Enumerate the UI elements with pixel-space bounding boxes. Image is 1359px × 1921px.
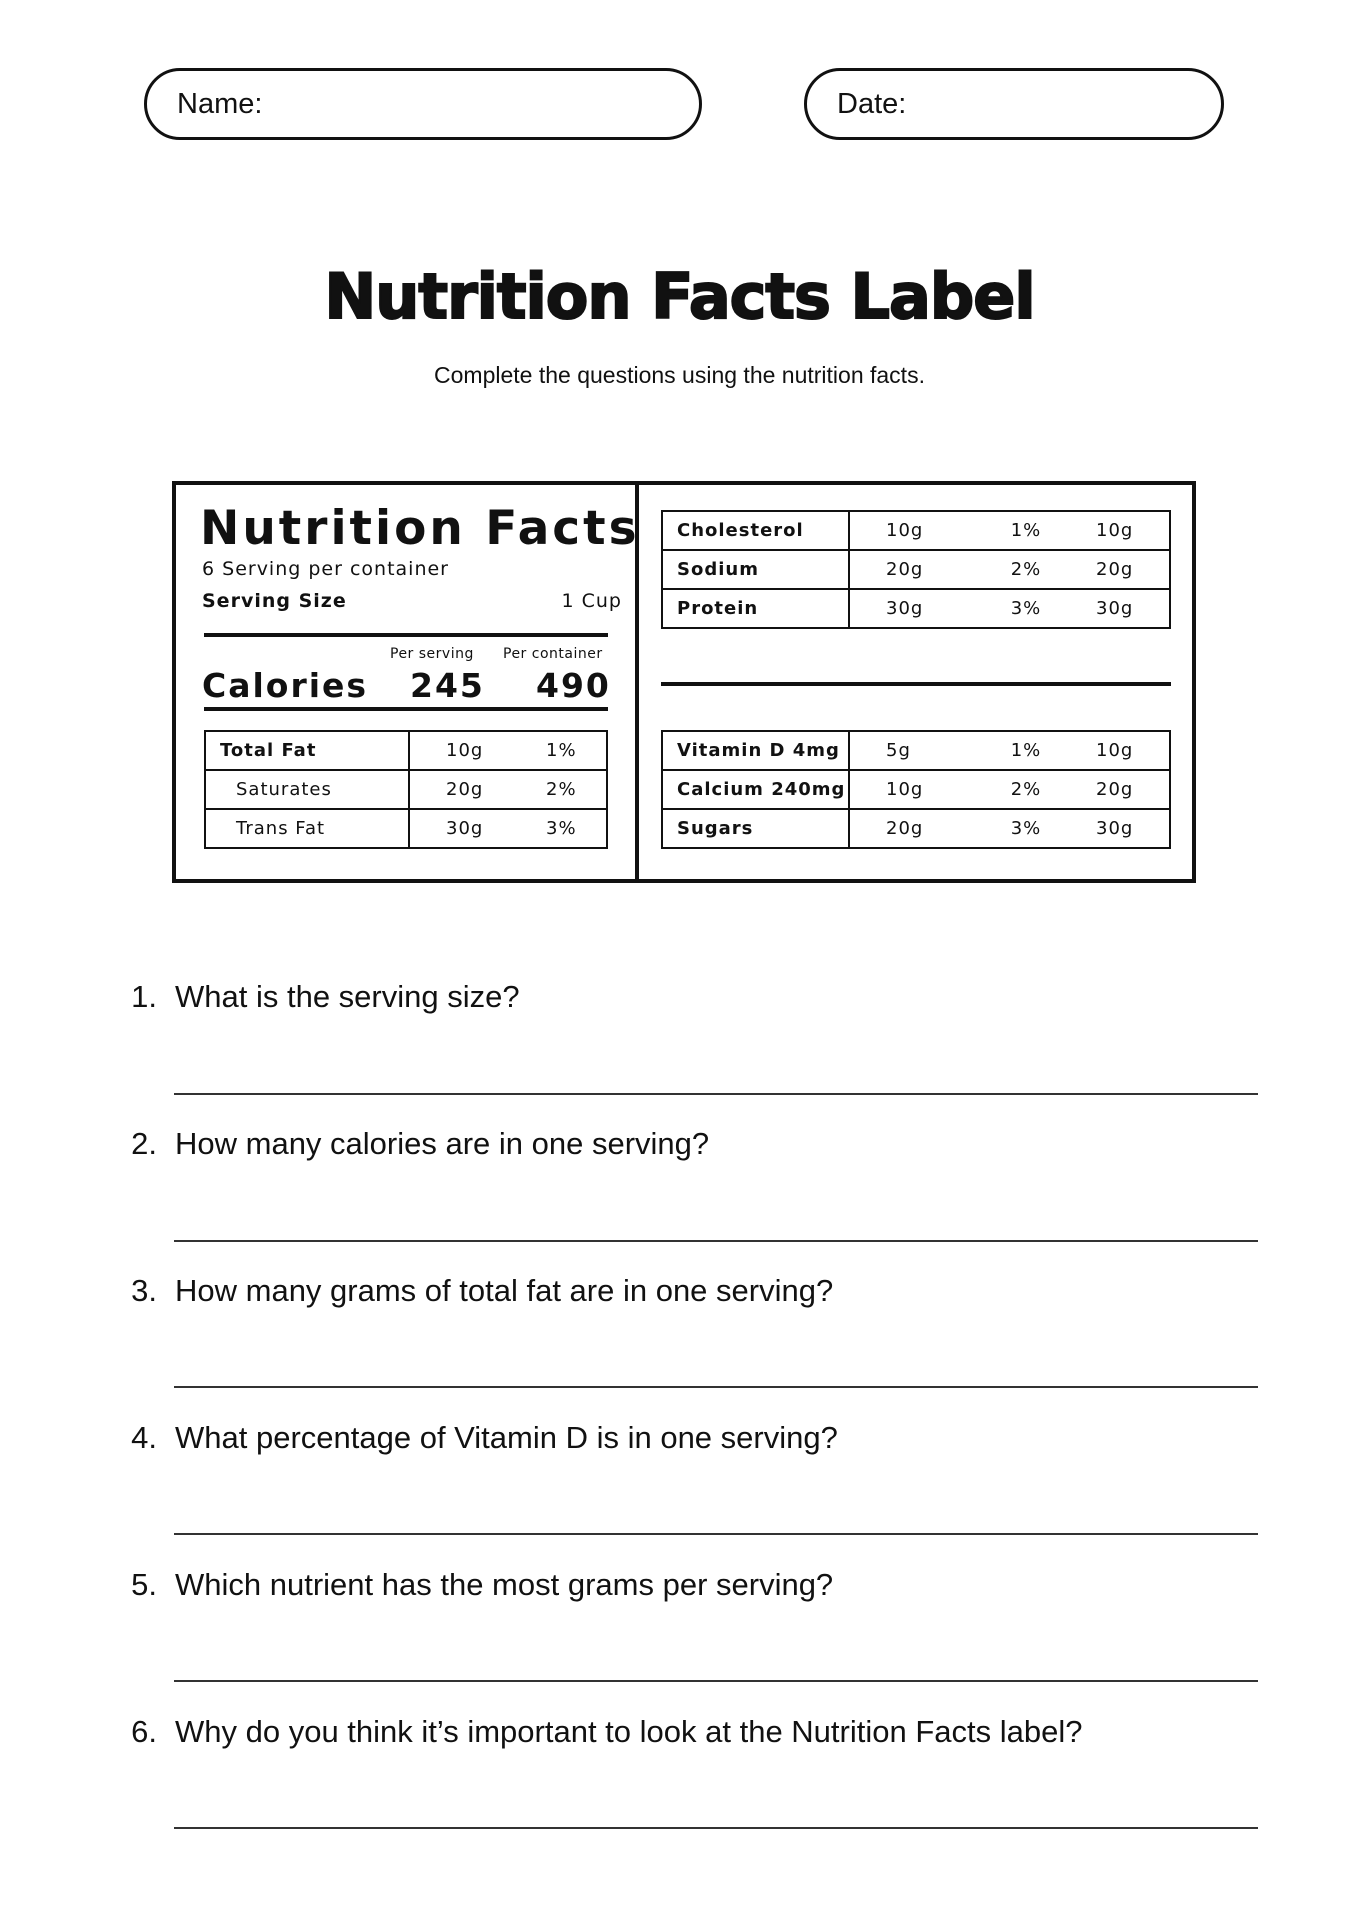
question-text: Which nutrient has the most grams per serving? — [175, 1567, 834, 1602]
nutrient-percent: 3% — [526, 809, 607, 848]
nutrient-percent: 1% — [526, 731, 607, 770]
nutrient-name: Sodium — [662, 550, 849, 589]
table-row — [205, 731, 607, 770]
nutrient-name: Calcium 240mg — [662, 770, 849, 809]
nutrient-container-amount: 30g — [1066, 809, 1170, 848]
question-number: 5. — [131, 1567, 157, 1602]
nutrient-container-amount: 20g — [1066, 550, 1170, 589]
nutrient-name: Sugars — [662, 809, 849, 848]
name-label: Name: — [177, 87, 263, 120]
name-field[interactable] — [144, 68, 702, 140]
answer-line[interactable] — [174, 1240, 1258, 1242]
per-serving-label: Per serving — [390, 646, 474, 662]
answer-line[interactable] — [174, 1093, 1258, 1095]
nutrition-facts-heading: Nutrition Facts — [200, 501, 640, 556]
table-row — [205, 809, 607, 848]
nutrient-name: Cholesterol — [662, 511, 849, 550]
nutrient-amount: 10g — [409, 731, 526, 770]
table-row — [205, 770, 607, 809]
nutrient-amount: 10g — [849, 770, 986, 809]
nutrient-percent: 1% — [986, 731, 1066, 770]
nutrient-percent: 3% — [986, 809, 1066, 848]
nutrient-container-amount: 10g — [1066, 731, 1170, 770]
table-row — [662, 550, 1170, 589]
per-container-label: Per container — [503, 646, 603, 662]
answer-line[interactable] — [174, 1827, 1258, 1829]
question-number: 1. — [131, 979, 157, 1014]
nutrient-amount: 10g — [849, 511, 986, 550]
question-text: How many calories are in one serving? — [175, 1126, 710, 1161]
question-text: How many grams of total fat are in one serving? — [175, 1273, 834, 1308]
nutrient-percent: 1% — [986, 511, 1066, 550]
nutrition-label — [172, 481, 1196, 883]
page-subtitle: Complete the questions using the nutrition facts. — [434, 362, 925, 388]
nutrient-percent: 2% — [986, 770, 1066, 809]
nutrient-amount: 20g — [849, 550, 986, 589]
nutrient-amount: 5g — [849, 731, 986, 770]
nutrient-name: Protein — [662, 589, 849, 628]
question-number: 3. — [131, 1273, 157, 1308]
date-field[interactable] — [804, 68, 1224, 140]
thick-rule — [204, 633, 608, 637]
nutrient-name: Total Fat — [205, 731, 409, 770]
nutrient-name: Trans Fat — [205, 809, 409, 848]
table-row — [662, 511, 1170, 550]
answer-line[interactable] — [174, 1386, 1258, 1388]
nutrient-percent: 2% — [986, 550, 1066, 589]
thick-rule — [661, 682, 1171, 686]
question-number: 2. — [131, 1126, 157, 1161]
nutrient-amount: 20g — [409, 770, 526, 809]
answer-line[interactable] — [174, 1533, 1258, 1535]
calories-label: Calories — [202, 666, 369, 705]
nutrient-percent: 3% — [986, 589, 1066, 628]
upper-nutrient-table — [661, 510, 1171, 629]
nutrient-percent: 2% — [526, 770, 607, 809]
nutrient-amount: 30g — [849, 589, 986, 628]
table-row — [662, 731, 1170, 770]
serving-size-label: Serving Size — [202, 590, 347, 612]
nutrient-amount: 30g — [409, 809, 526, 848]
nutrient-name: Vitamin D 4mg — [662, 731, 849, 770]
question-number: 4. — [131, 1420, 157, 1455]
question-text: What percentage of Vitamin D is in one serving? — [175, 1420, 838, 1455]
calories-per-serving: 245 — [410, 666, 485, 705]
lower-nutrient-table — [661, 730, 1171, 849]
thick-rule — [204, 707, 608, 711]
servings-per-container: 6 Serving per container — [202, 558, 449, 580]
nutrient-amount: 20g — [849, 809, 986, 848]
page-title: Nutrition Facts Label — [324, 260, 1035, 333]
date-label: Date: — [837, 87, 907, 120]
question-text: Why do you think it’s important to look at the Nutrition Facts label? — [175, 1714, 1083, 1749]
nutrient-name: Saturates — [205, 770, 409, 809]
calories-per-container: 490 — [536, 666, 611, 705]
fat-table — [204, 730, 608, 849]
nutrient-container-amount: 20g — [1066, 770, 1170, 809]
table-row — [662, 770, 1170, 809]
nutrient-container-amount: 10g — [1066, 511, 1170, 550]
question-text: What is the serving size? — [175, 979, 520, 1014]
nutrient-container-amount: 30g — [1066, 589, 1170, 628]
answer-line[interactable] — [174, 1680, 1258, 1682]
question-number: 6. — [131, 1714, 157, 1749]
table-row — [662, 589, 1170, 628]
table-row — [662, 809, 1170, 848]
serving-size-value: 1 Cup — [561, 590, 622, 612]
